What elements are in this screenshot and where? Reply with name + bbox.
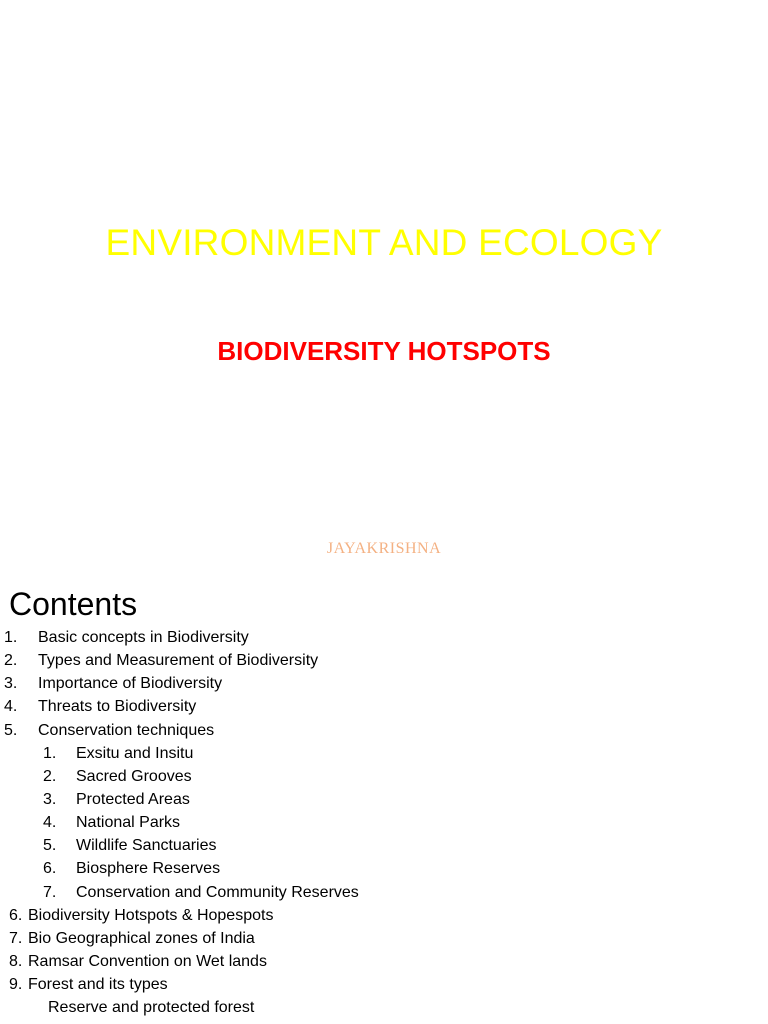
toc-item (0, 904, 768, 927)
contents-heading: Contents (9, 586, 138, 622)
toc-item-label: Types and Measurement of Biodiversity (38, 652, 319, 670)
toc-item-number: 3. (4, 675, 18, 693)
toc-item (0, 672, 768, 695)
toc-subitem (0, 788, 768, 811)
toc-item-label: Importance of Biodiversity (38, 675, 223, 693)
toc-subitem-label: Sacred Grooves (76, 767, 192, 785)
toc-subitem-label: Biosphere Reserves (76, 860, 221, 878)
toc-subitem (0, 996, 768, 1019)
toc-item-number: 9. (9, 976, 23, 994)
author-name: JAYAKRISHNA (326, 540, 442, 557)
toc-item-label: Biodiversity Hotspots & Hopespots (28, 906, 274, 924)
toc-item-label: Bio Geographical zones of India (28, 929, 255, 947)
toc-item-number: 2. (4, 652, 18, 670)
toc-item-number: 5. (4, 721, 18, 739)
toc-item (0, 626, 768, 649)
toc-item-label: Basic concepts in Biodiversity (38, 629, 249, 646)
toc-item (0, 649, 768, 672)
toc-item-label: Forest and its types (28, 976, 168, 994)
toc-subitem-number: 1. (43, 744, 57, 762)
toc-subitem-number: 3. (43, 790, 57, 808)
toc-item-label: Threats to Biodiversity (38, 698, 197, 716)
page-title: ENVIRONMENT AND ECOLOGY (105, 222, 663, 263)
table-of-contents (0, 626, 768, 1019)
toc-item (0, 719, 768, 742)
page-subtitle: BIODIVERSITY HOTSPOTS (217, 336, 551, 366)
toc-subitem-label: Reserve and protected forest (48, 999, 255, 1017)
toc-item-label: Conservation techniques (38, 721, 215, 739)
toc-subitem-number: 2. (43, 767, 57, 785)
toc-subitem (0, 742, 768, 765)
toc-subitem-number: 5. (43, 837, 57, 855)
toc-subitem (0, 765, 768, 788)
toc-subitem-label: Exsitu and Insitu (76, 744, 194, 762)
toc-item-number: 6. (9, 906, 23, 924)
toc-item-number: 4. (4, 698, 18, 716)
toc-subitem-label: Protected Areas (76, 790, 190, 808)
toc-subitem-label: Wildlife Sanctuaries (76, 837, 217, 855)
toc-subitem-number: 6. (43, 860, 57, 878)
toc-item (0, 695, 768, 718)
toc-subitem (0, 834, 768, 857)
toc-subitem-number: 7. (43, 883, 57, 901)
toc-item-number: 7. (9, 929, 23, 947)
toc-subitem (0, 881, 768, 904)
toc-item-label: Ramsar Convention on Wet lands (28, 952, 267, 970)
toc-item (0, 927, 768, 950)
toc-item-number: 1. (4, 629, 18, 646)
toc-item-number: 8. (9, 952, 23, 970)
toc-subitem-label: National Parks (76, 814, 181, 832)
toc-subitem (0, 811, 768, 834)
toc-subitem-label: Conservation and Community Reserves (76, 883, 359, 901)
toc-subitem (0, 857, 768, 880)
toc-item (0, 973, 768, 996)
toc-subitem-number: 4. (43, 814, 57, 832)
toc-item (0, 950, 768, 973)
